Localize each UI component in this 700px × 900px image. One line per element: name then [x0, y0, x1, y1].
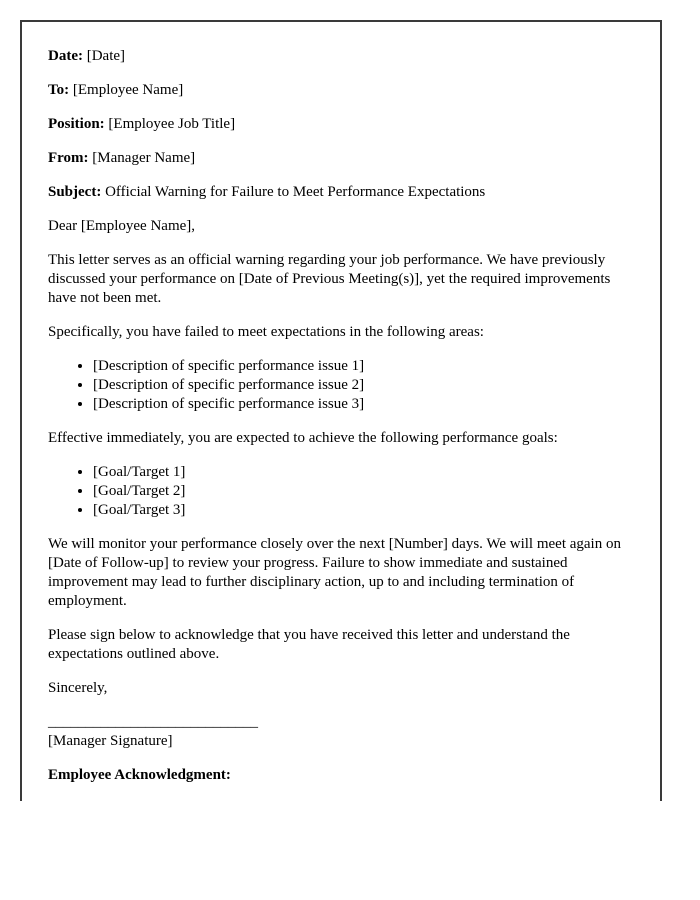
field-from-label: From:	[48, 150, 89, 166]
signature-block	[48, 713, 632, 751]
field-to	[48, 81, 632, 100]
goals-list	[48, 463, 632, 520]
field-to-value: [Employee Name]	[72, 82, 184, 98]
goals-intro: Effective immediately, you are expected to achieve the following performance goals:	[48, 430, 558, 446]
field-position-label: Position:	[48, 116, 105, 132]
salutation: Dear [Employee Name],	[48, 218, 196, 234]
list-item: • [Description of specific performance issue 1]	[93, 357, 632, 376]
field-date-value: [Date]	[86, 48, 126, 64]
issues-list	[48, 357, 632, 414]
signature-label: [Manager Signature]	[48, 733, 173, 749]
field-position-value: [Employee Job Title]	[108, 116, 236, 132]
sign-request-paragraph: Please sign below to acknowledge that you have received this letter and understand the expectations outlined above.	[48, 627, 570, 662]
field-subject-value: Official Warning for Failure to Meet Performance Expectations	[105, 184, 486, 200]
closing: Sincerely,	[48, 680, 108, 696]
field-subject	[48, 183, 632, 202]
acknowledgment-heading-text: Employee Acknowledgment:	[48, 767, 231, 783]
field-date-label: Date:	[48, 48, 83, 64]
list-item: • [Description of specific performance issue 2]	[93, 376, 632, 395]
issues-intro: Specifically, you have failed to meet expectations in the following areas:	[48, 324, 484, 340]
letter-page	[20, 20, 662, 801]
field-date	[48, 47, 632, 66]
list-item: • [Goal/Target 2]	[93, 482, 632, 501]
monitoring-paragraph: We will monitor your performance closely over the next [Number] days. We will meet again on [Date of Follow-up] to review your progress. Failure to show immediate and sustained improvement may lead to further disciplinary action, up to and including termination of employment.	[48, 536, 621, 609]
acknowledgment-heading	[48, 766, 632, 785]
field-position	[48, 115, 632, 134]
field-from-value: [Manager Name]	[92, 150, 196, 166]
list-item: • [Description of specific performance issue 3]	[93, 395, 632, 414]
list-item: • [Goal/Target 3]	[93, 501, 632, 520]
intro-paragraph: This letter serves as an official warning regarding your job performance. We have previously discussed your performance on [Date of Previous Meeting(s)], yet the required improvements have not been met.	[48, 252, 611, 306]
list-item: • [Goal/Target 1]	[93, 463, 632, 482]
field-to-label: To:	[48, 82, 70, 98]
signature-line: ____________________________	[48, 714, 258, 730]
field-subject-label: Subject:	[48, 184, 102, 200]
field-from	[48, 149, 632, 168]
